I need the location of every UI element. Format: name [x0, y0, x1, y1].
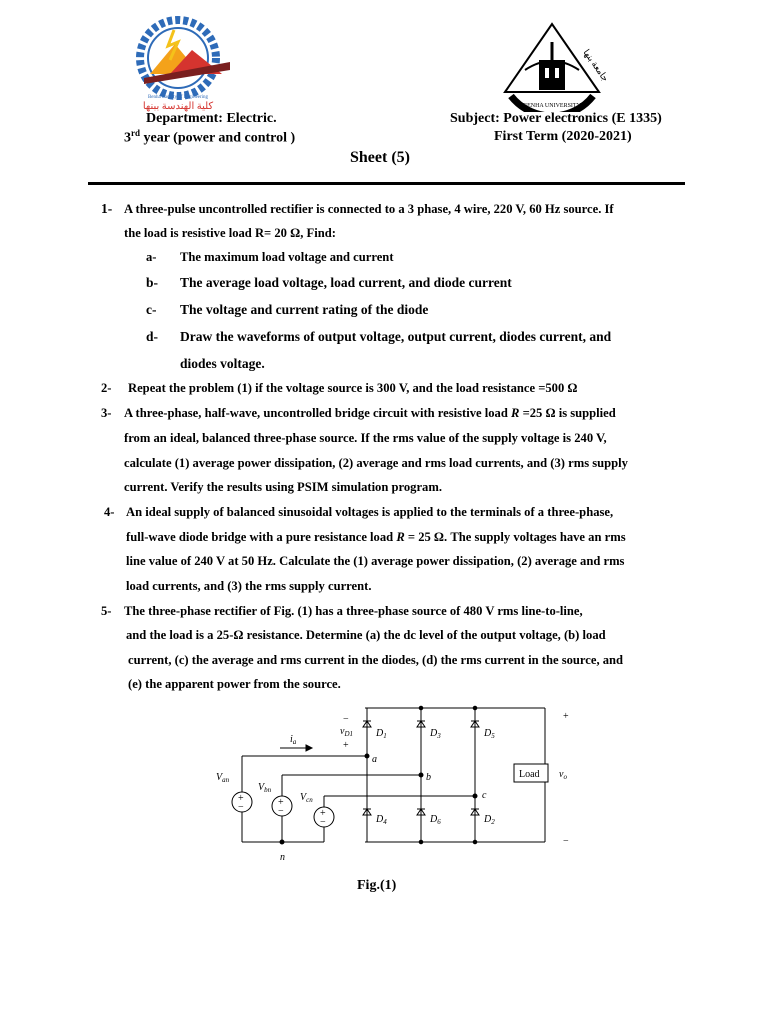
figure-caption: Fig.(1): [357, 878, 397, 893]
vd1-minus: −: [343, 714, 349, 725]
term-label: First Term (2020-2021): [494, 129, 632, 144]
vbn-plus: +: [278, 797, 284, 808]
problem-3-line-2: from an ideal, balanced three-phase source. If the rms value of the supply voltage is 240 V,: [124, 431, 607, 445]
year-rest: year (power and control ): [140, 130, 296, 146]
problem-5-line-2: and the load is a 25-Ω resistance. Determine (a) the dc level of the output voltage, (b) load: [126, 628, 606, 642]
problem-1-c-text: The voltage and current rating of the diode: [180, 302, 429, 317]
vcn-plus: +: [320, 808, 326, 819]
problem-4-line-2b: = 25 Ω. The supply voltages have an rms: [404, 530, 626, 544]
problem-1-a-text: The maximum load voltage and current: [180, 250, 394, 264]
vd1-label: $v_{D1}$: [340, 726, 354, 738]
header-divider: [88, 182, 685, 185]
problem-1-b-label: b-: [146, 275, 159, 290]
problem-4-line-2a: full-wave diode bridge with a pure resistance load: [126, 530, 397, 544]
problem-2-number: 2-: [101, 381, 112, 395]
d1-label: $D_1$: [376, 728, 387, 740]
faculty-logo: [130, 12, 240, 112]
problem-1-number: 1-: [101, 201, 113, 216]
van-label: $V_{an}$: [216, 772, 230, 784]
problem-1-d-text-2: diodes voltage.: [180, 356, 265, 371]
year-suffix: rd: [131, 128, 140, 138]
problem-4-resistance-symbol: R: [396, 530, 405, 544]
problem-3-line-1b: =25 Ω is supplied: [519, 406, 616, 420]
problem-5-line-4: (e) the apparent power from the source.: [128, 677, 341, 691]
problem-2-line-1: Repeat the problem (1) if the voltage source is 300 V, and the load resistance =500 Ω: [128, 381, 578, 395]
d5-label: $D_5$: [484, 728, 495, 740]
university-logo-arabic: جامعة بنها: [581, 47, 610, 84]
vbn-minus: −: [278, 806, 284, 817]
vo-label: $v_o$: [559, 769, 567, 781]
problem-4-number: 4-: [104, 505, 115, 519]
problem-1-line-2: the load is resistive load R= 20 Ω, Find:: [124, 226, 336, 240]
department-label: Department: Electric.: [146, 111, 277, 126]
faculty-logo-ring-text: Benha Faculty of Engineering: [147, 95, 209, 100]
van-plus: +: [238, 793, 244, 804]
vbn-label: $V_{bn}$: [258, 782, 272, 794]
d4-label: $D_4$: [376, 814, 387, 826]
vo-plus: +: [563, 711, 569, 722]
problem-3-line-1: [124, 406, 616, 421]
vd1-plus: +: [343, 740, 349, 751]
vo-minus: −: [563, 836, 569, 847]
vcn-minus: −: [320, 817, 326, 828]
problem-1-line-1: A three-pulse uncontrolled rectifier is connected to a 3 phase, 4 wire, 220 V, 60 Hz source. If: [124, 202, 614, 216]
problem-4-line-3: line value of 240 V at 50 Hz. Calculate the (1) average power dissipation, (2) average and rms: [126, 554, 625, 568]
year-number: 3: [124, 130, 131, 146]
van-minus: −: [238, 802, 244, 813]
year-label: [124, 128, 295, 147]
d2-label: $D_2$: [484, 814, 495, 826]
problem-4-line-4: load currents, and (3) the rms supply current.: [126, 579, 372, 593]
circuit-figure: [210, 700, 590, 870]
problem-3-line-4: current. Verify the results using PSIM simulation program.: [124, 480, 442, 494]
node-n-label: n: [280, 852, 285, 863]
ia-label: $i_a$: [290, 734, 297, 746]
problem-3-line-1a: A three-phase, half-wave, uncontrolled bridge circuit with resistive load: [124, 406, 512, 420]
d6-label: $D_6$: [430, 814, 441, 826]
d3-label: $D_3$: [430, 728, 441, 740]
problem-5-line-3: current, (c) the average and rms current in the diodes, (d) the rms current in the source, and: [128, 653, 624, 667]
node-c-label: c: [482, 790, 487, 801]
problem-1-c-label: c-: [146, 302, 157, 317]
problem-1-a-label: a-: [146, 250, 157, 264]
problem-3-line-3: calculate (1) average power dissipation, (2) average and rms load currents, and (3) rms supply: [124, 456, 628, 470]
problem-5-number: 5-: [101, 604, 112, 618]
problem-5-line-1: The three-phase rectifier of Fig. (1) has a three-phase source of 480 V rms line-to-line,: [124, 604, 583, 618]
problem-1-d-text-1: Draw the waveforms of output voltage, output current, diodes current, and: [180, 329, 612, 344]
university-logo-ring-text: BENHA UNIVERSITY: [523, 103, 581, 109]
faculty-logo-arabic: كلية الهندسة ببنها: [142, 101, 214, 112]
vcn-label: $V_{cn}$: [300, 792, 313, 804]
node-b-label: b: [426, 772, 431, 783]
problem-3-resistance-symbol: R: [511, 406, 520, 420]
problem-4-line-2: [126, 530, 626, 545]
problem-1-d-label: d-: [146, 329, 159, 344]
subject-label: Subject: Power electronics (E 1335): [450, 111, 662, 126]
sheet-title: Sheet (5): [350, 149, 410, 166]
problem-1-b-text: The average load voltage, load current, and diode current: [180, 275, 512, 290]
university-logo: [495, 12, 610, 112]
node-a-label: a: [372, 754, 377, 765]
problem-3-number: 3-: [101, 406, 112, 420]
load-label: Load: [519, 769, 540, 780]
problem-4-line-1: An ideal supply of balanced sinusoidal voltages is applied to the terminals of a three-phase,: [126, 505, 614, 519]
